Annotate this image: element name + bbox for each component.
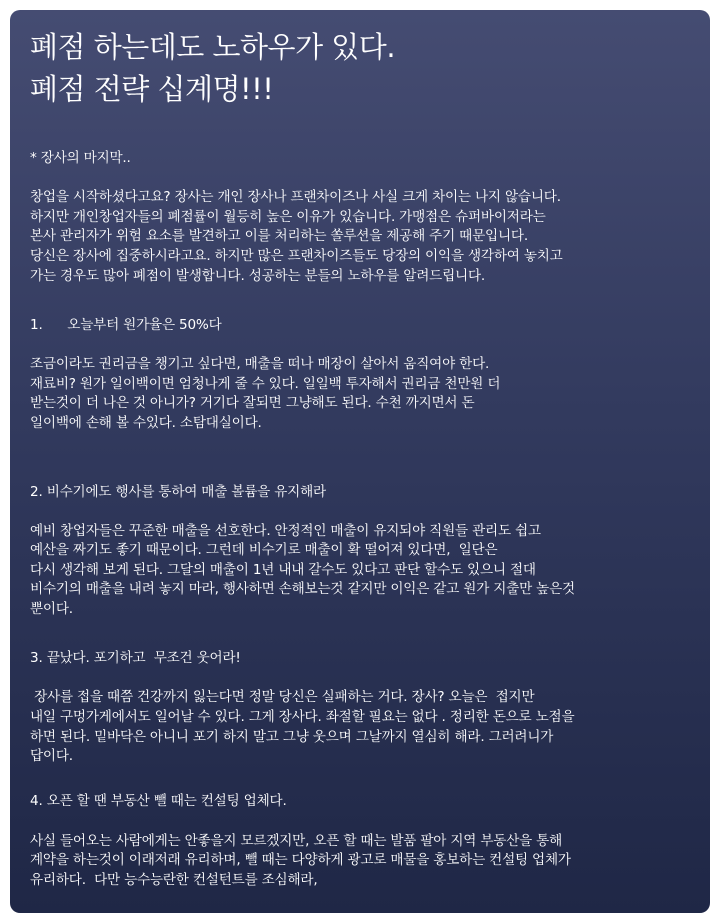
section-4-heading: 4. 오픈 할 땐 부동산 뺄 때는 컨설팅 업체다. — [30, 793, 287, 810]
paragraph-line: 가는 경우도 많아 폐점이 발생합니다. 성공하는 분들의 노하우를 알려드립니다. — [30, 267, 486, 284]
paragraph-line: 장사를 접을 때쯤 건강까지 잃는다면 정말 당신은 실패하는 거다. 장사? 오늘은 접지만 — [30, 689, 535, 706]
spacer — [30, 433, 690, 453]
paragraph-line: 사실 들어오는 사람에게는 안좋을지 모르겠지만, 오픈 할 때는 발품 팔아 지역 부동산을 통해 — [30, 832, 563, 849]
article-body — [30, 149, 690, 890]
paragraph-line: 당신은 장사에 집중하시라고요. 하지만 많은 프랜차이즈들도 당장의 이익을 생각하여 놓치고 — [30, 247, 563, 264]
paragraph-line: 내일 구멍가게에서도 일어날 수 있다. 그게 장사다. 좌절할 필요는 없다 . 정리한 돈으로 노점을 — [30, 709, 575, 726]
paragraph-line: 창업을 시작하셨다고요? 장사는 개인 장사나 프랜차이즈나 사실 크게 차이는 나지 않습니다. — [30, 189, 561, 206]
paragraph-line: 비수기의 매출을 내려 놓지 마라, 행사하면 손해보는것 같지만 이익은 같고 원가 지출만 높은것 — [30, 581, 575, 598]
paragraph-line: 하지만 개인창업자들의 폐점률이 월등히 높은 이유가 있습니다. 가맹점은 슈퍼바이저라는 — [30, 208, 546, 225]
paragraph-line: 계약을 하는것이 이래저래 유리하며, 뺄 때는 다양하게 광고로 매물을 홍보하는 컨설팅 업체가 — [30, 852, 571, 869]
paragraph-line: 다시 생각해 보게 된다. 그달의 매출이 1년 내내 갈수도 있다고 판단 할수도 있으니 절대 — [30, 561, 536, 578]
section-1-heading: 1. 오늘부터 원가율은 50%다 — [30, 316, 222, 333]
spacer — [30, 502, 690, 522]
paragraph-line: 유리하다. 다만 능수능란한 컨설턴트를 조심해라, — [30, 871, 318, 888]
paragraph-line: 본사 관리자가 위험 요소를 발견하고 이를 처리하는 쏠루션을 제공해 주기 때문입니다. — [30, 228, 528, 245]
spacer — [30, 669, 690, 689]
section-3-paragraph — [30, 688, 690, 766]
spacer — [30, 812, 690, 832]
spacer — [30, 335, 690, 355]
article-card — [10, 10, 710, 913]
intro-heading: * 장사의 마지막.. — [30, 150, 131, 166]
paragraph-line: 일이백에 손해 볼 수있다. 소탐대실이다. — [30, 414, 262, 431]
paragraph-line: 하면 된다. 밑바닥은 아니니 포기 하지 말고 그냥 웃으며 그날까지 열심히 해라. 그러려니가 — [30, 728, 554, 745]
spacer — [30, 453, 690, 473]
section-1-paragraph — [30, 355, 690, 433]
paragraph-line: 조금이라도 권리금을 챙기고 싶다면, 매출을 떠나 매장이 살아서 움직여야 한다. — [30, 355, 490, 372]
spacer — [30, 767, 690, 787]
paragraph-line: 예비 창업자들은 꾸준한 매출을 선호한다. 안정적인 매출이 유지되야 직원들 관리도 쉽고 — [30, 522, 541, 539]
spacer — [30, 286, 690, 306]
intro-paragraph — [30, 188, 690, 286]
paragraph-line: 재료비? 원가 일이백이면 엄청나게 줄 수 있다. 일일백 투자해서 권리금 천만원 더 — [30, 375, 501, 392]
section-2-heading: 2. 비수기에도 행사를 통하여 매출 볼륨을 유지해라 — [30, 483, 326, 500]
article-title — [30, 26, 690, 110]
spacer — [30, 169, 690, 189]
section-3-heading: 3. 끝났다. 포기하고 무조건 웃어라! — [30, 650, 241, 667]
paragraph-line: 답이다. — [30, 748, 73, 765]
paragraph-line: 예산을 짜기도 좋기 때문이다. 그런데 비수기로 매출이 확 떨어져 있다면, 일단은 — [30, 542, 498, 559]
section-4-paragraph — [30, 832, 690, 891]
paragraph-line: 받는것이 더 나은 것 아니가? 거기다 잘되면 그냥해도 된다. 수천 까지면서 돈 — [30, 395, 475, 412]
title-line-2: 폐점 전략 십계명!!! — [30, 72, 274, 106]
paragraph-line: 뿐이다. — [30, 601, 73, 618]
spacer — [30, 620, 690, 640]
section-2-paragraph — [30, 522, 690, 620]
title-line-1: 폐점 하는데도 노하우가 있다. — [30, 30, 396, 64]
